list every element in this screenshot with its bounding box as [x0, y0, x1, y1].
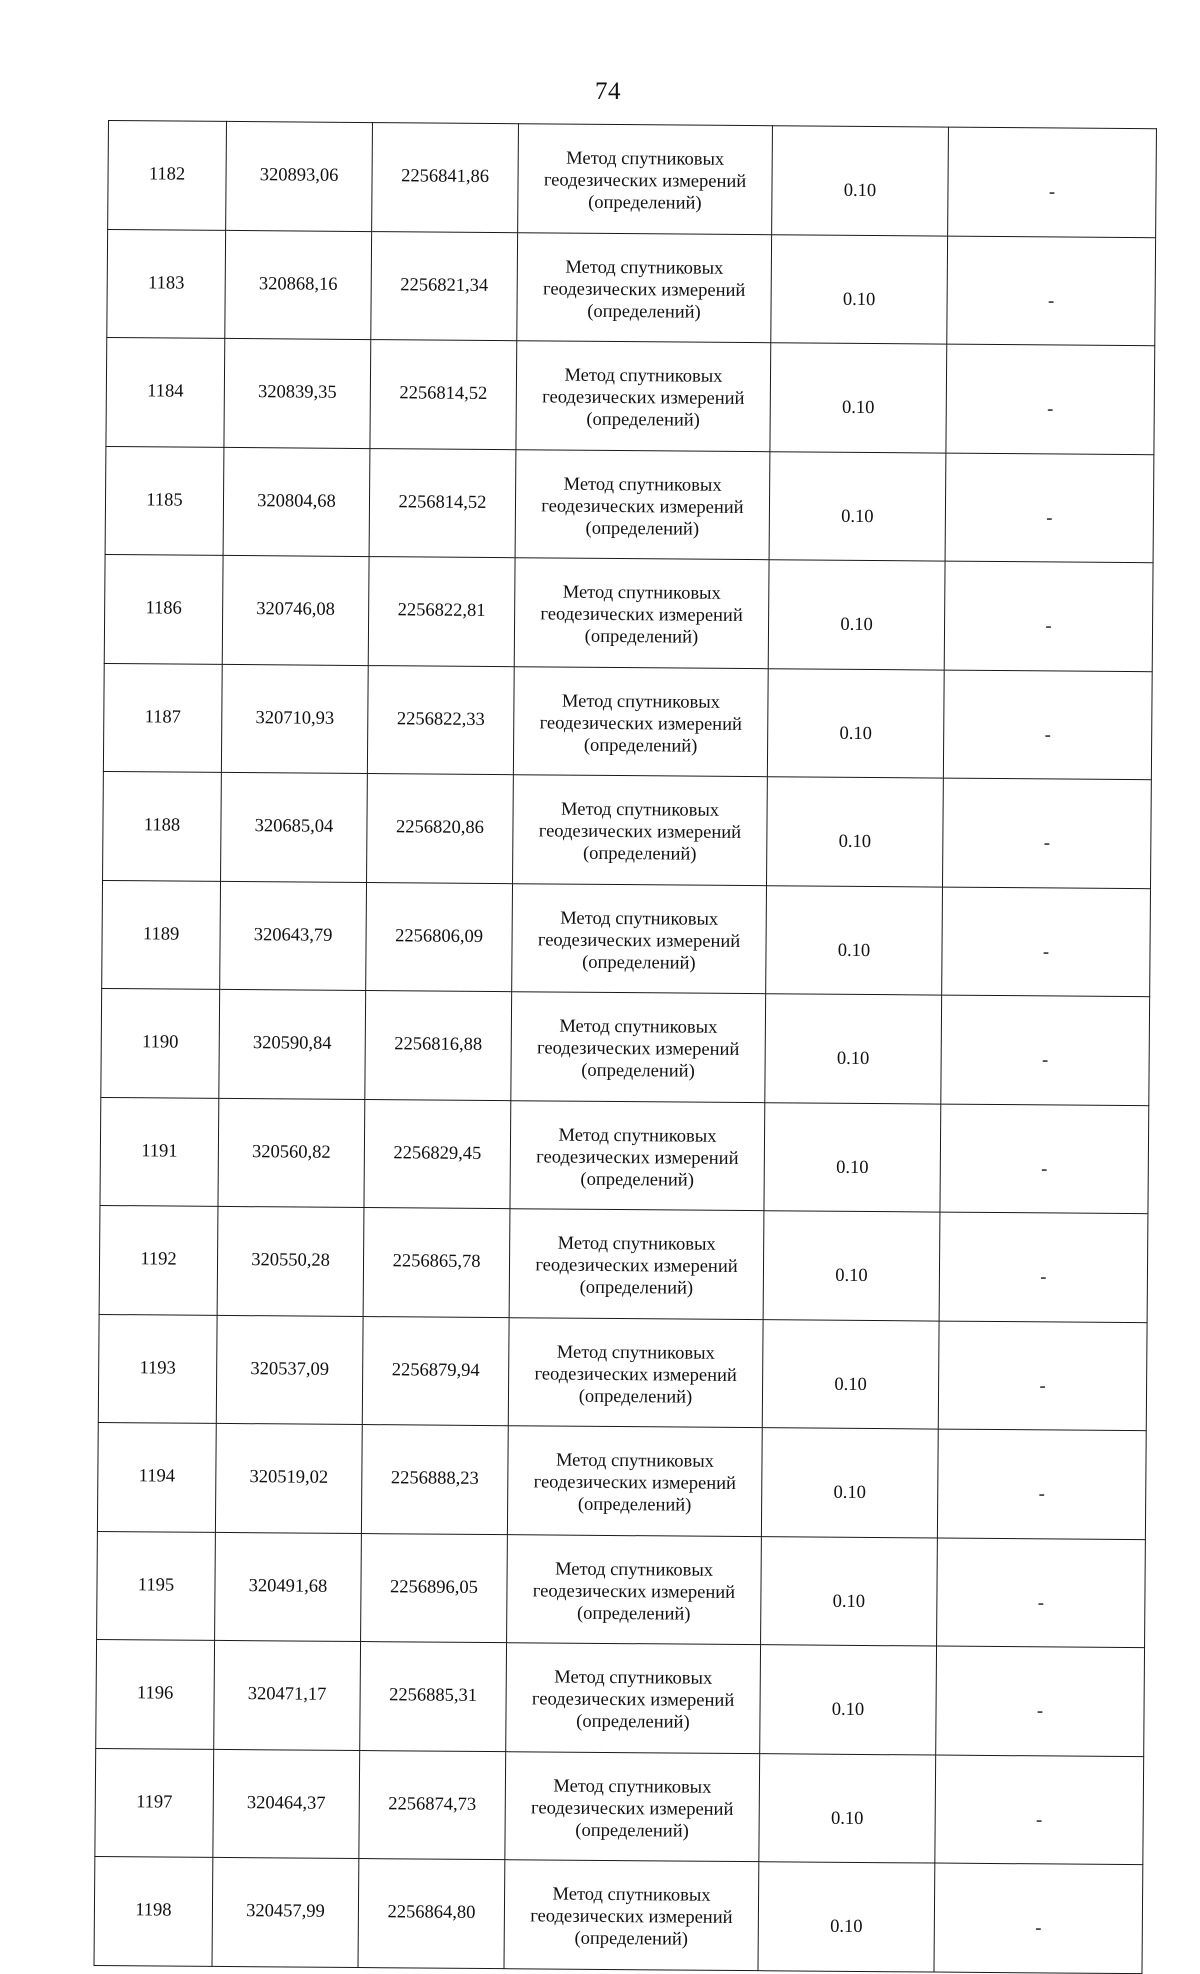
- y-coordinate-cell: 2256822,81: [368, 557, 515, 667]
- table-row: [103, 771, 1152, 888]
- table-row: [98, 1314, 1147, 1431]
- note-cell: -: [945, 453, 1154, 563]
- table-row: [99, 1205, 1148, 1322]
- point-number-cell: 1184: [106, 337, 225, 446]
- method-line: геодезических измерений: [537, 930, 741, 952]
- table-row: [104, 554, 1153, 671]
- y-coordinate-cell: 2256874,73: [359, 1750, 506, 1860]
- accuracy-cell: 0.10: [764, 1102, 941, 1212]
- note-cell: -: [948, 127, 1157, 237]
- accuracy-cell: 0.10: [769, 451, 946, 561]
- y-coordinate-cell: 2256820,86: [367, 774, 514, 884]
- table-row: [102, 880, 1151, 997]
- accuracy-cell: 0.10: [766, 885, 943, 995]
- method-line: геодезических измерений: [542, 387, 745, 410]
- method-line: Метод спутниковых: [553, 1776, 712, 1798]
- page-number: 74: [595, 78, 621, 105]
- method-line: (определений): [581, 1060, 695, 1082]
- method-cell: [511, 992, 766, 1102]
- method-line: (определений): [576, 1711, 690, 1733]
- method-line: (определений): [586, 410, 700, 431]
- method-line: Метод спутниковых: [563, 474, 722, 496]
- table-row: [105, 446, 1154, 563]
- point-number-cell: 1191: [100, 1097, 219, 1206]
- method-line: (определений): [580, 1169, 695, 1191]
- method-line: Метод спутниковых: [557, 1233, 716, 1256]
- accuracy-cell: 0.10: [767, 668, 944, 778]
- note-cell: -: [947, 236, 1156, 346]
- note-cell: -: [946, 344, 1155, 454]
- point-number-cell: 1187: [103, 663, 222, 772]
- method-line: геодезических измерений: [536, 1038, 740, 1061]
- note-cell: -: [941, 995, 1150, 1105]
- point-number-cell: 1196: [96, 1639, 215, 1748]
- method-cell: [514, 558, 769, 668]
- point-number-cell: 1182: [108, 121, 227, 230]
- note-cell: -: [943, 778, 1152, 888]
- point-number-cell: 1190: [101, 988, 220, 1097]
- y-coordinate-cell: 2256864,80: [358, 1859, 505, 1969]
- table-row: [107, 229, 1156, 346]
- accuracy-cell: 0.10: [767, 777, 944, 887]
- point-number-cell: 1194: [97, 1422, 216, 1531]
- x-coordinate-cell: 320868,16: [225, 230, 372, 340]
- coordinates-table-container: [94, 120, 1156, 1974]
- point-number-cell: 1197: [95, 1748, 214, 1857]
- y-coordinate-cell: 2256829,45: [364, 1099, 511, 1209]
- table-row: [95, 1748, 1144, 1865]
- method-line: геодезических измерений: [532, 1581, 736, 1603]
- point-number-cell: 1192: [99, 1205, 218, 1314]
- method-line: Метод спутниковых: [562, 582, 721, 605]
- method-cell: [507, 1426, 762, 1536]
- accuracy-cell: 0.10: [761, 1536, 938, 1646]
- method-line: Метод спутниковых: [559, 1016, 718, 1039]
- method-line: геодезических измерений: [540, 604, 743, 627]
- note-cell: -: [940, 1104, 1149, 1214]
- x-coordinate-cell: 320560,82: [218, 1098, 365, 1208]
- y-coordinate-cell: 2256816,88: [365, 991, 512, 1101]
- method-line: геодезических измерений: [531, 1689, 735, 1712]
- method-line: (определений): [576, 1603, 691, 1625]
- x-coordinate-cell: 320471,17: [214, 1640, 361, 1750]
- note-cell: -: [935, 1755, 1144, 1865]
- note-cell: -: [944, 561, 1153, 671]
- method-line: Метод спутниковых: [566, 148, 725, 171]
- point-number-cell: 1193: [98, 1314, 217, 1423]
- x-coordinate-cell: 320839,35: [224, 338, 371, 448]
- method-line: (определений): [588, 193, 702, 214]
- x-coordinate-cell: 320893,06: [226, 121, 373, 231]
- x-coordinate-cell: 320491,68: [215, 1532, 362, 1642]
- note-cell: -: [938, 1321, 1147, 1431]
- method-cell: [506, 1643, 761, 1753]
- y-coordinate-cell: 2256888,23: [361, 1425, 508, 1535]
- table-row: [97, 1422, 1146, 1539]
- method-line: Метод спутниковых: [560, 908, 719, 930]
- y-coordinate-cell: 2256879,94: [362, 1316, 509, 1426]
- method-line: Метод спутниковых: [556, 1342, 715, 1364]
- method-cell: [507, 1534, 762, 1644]
- method-cell: [513, 666, 768, 776]
- method-line: (определений): [577, 1494, 692, 1516]
- method-line: геодезических измерений: [538, 821, 742, 844]
- method-line: Метод спутниковых: [561, 691, 721, 713]
- point-number-cell: 1189: [102, 880, 221, 989]
- method-cell: [516, 341, 771, 451]
- point-number-cell: 1183: [107, 229, 226, 338]
- table-row: [101, 988, 1150, 1105]
- method-line: Метод спутниковых: [564, 365, 723, 388]
- y-coordinate-cell: 2256806,09: [366, 882, 513, 992]
- point-number-cell: 1198: [94, 1856, 213, 1965]
- method-line: геодезических измерений: [541, 496, 744, 518]
- x-coordinate-cell: 320457,99: [212, 1857, 359, 1967]
- method-line: (определений): [585, 518, 700, 540]
- method-line: геодезических измерений: [530, 1906, 733, 1929]
- method-line: (определений): [579, 1277, 694, 1299]
- point-number-cell: 1195: [97, 1531, 216, 1640]
- table-row: [108, 121, 1157, 238]
- table-row: [97, 1531, 1146, 1648]
- note-cell: -: [937, 1429, 1146, 1539]
- x-coordinate-cell: 320710,93: [221, 664, 368, 774]
- method-line: Метод спутниковых: [552, 1884, 711, 1907]
- table-row: [100, 1097, 1149, 1214]
- accuracy-cell: 0.10: [772, 126, 949, 236]
- method-line: геодезических измерений: [535, 1255, 738, 1278]
- x-coordinate-cell: 320643,79: [220, 881, 367, 991]
- x-coordinate-cell: 320746,08: [222, 555, 369, 665]
- y-coordinate-cell: 2256841,86: [372, 123, 519, 233]
- y-coordinate-cell: 2256865,78: [363, 1208, 510, 1318]
- table-row: [106, 337, 1155, 454]
- table-row: [96, 1639, 1145, 1756]
- y-coordinate-cell: 2256814,52: [370, 340, 517, 450]
- accuracy-cell: 0.10: [761, 1428, 938, 1538]
- note-cell: -: [936, 1646, 1145, 1756]
- method-line: Метод спутниковых: [555, 1559, 714, 1581]
- method-line: геодезических измерений: [534, 1364, 737, 1386]
- method-line: (определений): [582, 952, 696, 974]
- note-cell: -: [937, 1538, 1146, 1648]
- method-cell: [515, 449, 770, 559]
- method-line: геодезических измерений: [536, 1147, 739, 1169]
- note-cell: -: [942, 887, 1151, 997]
- y-coordinate-cell: 2256885,31: [360, 1642, 507, 1752]
- y-coordinate-cell: 2256821,34: [371, 231, 518, 341]
- accuracy-cell: 0.10: [762, 1319, 939, 1429]
- method-cell: [505, 1751, 760, 1861]
- accuracy-cell: 0.10: [770, 343, 947, 453]
- method-line: Метод спутниковых: [565, 257, 724, 279]
- method-line: (определений): [574, 1928, 689, 1950]
- x-coordinate-cell: 320550,28: [217, 1206, 364, 1316]
- table-row: [103, 663, 1152, 780]
- method-line: (определений): [583, 735, 698, 757]
- method-line: (определений): [584, 627, 699, 648]
- method-cell: [509, 1209, 764, 1319]
- method-cell: [508, 1317, 763, 1427]
- method-line: геодезических измерений: [531, 1798, 734, 1820]
- point-number-cell: 1188: [103, 771, 222, 880]
- method-line: Метод спутниковых: [554, 1667, 713, 1690]
- method-line: (определений): [587, 301, 701, 323]
- method-line: Метод спутниковых: [555, 1450, 715, 1473]
- method-line: геодезических измерений: [533, 1472, 737, 1495]
- method-line: Метод спутниковых: [558, 1125, 717, 1147]
- table-body: [94, 121, 1156, 1974]
- x-coordinate-cell: 320590,84: [219, 989, 366, 1099]
- x-coordinate-cell: 320537,09: [216, 1315, 363, 1425]
- y-coordinate-cell: 2256896,05: [361, 1533, 508, 1643]
- method-line: геодезических измерений: [542, 279, 746, 301]
- method-line: геодезических измерений: [543, 170, 747, 193]
- accuracy-cell: 0.10: [758, 1862, 935, 1972]
- method-line: геодезических измерений: [539, 713, 743, 735]
- method-cell: [504, 1860, 759, 1970]
- y-coordinate-cell: 2256822,33: [367, 665, 514, 775]
- method-cell: [510, 1100, 765, 1210]
- x-coordinate-cell: 320685,04: [221, 772, 368, 882]
- x-coordinate-cell: 320464,37: [213, 1749, 360, 1859]
- accuracy-cell: 0.10: [771, 234, 948, 344]
- method-cell: [517, 232, 772, 342]
- note-cell: -: [934, 1863, 1143, 1973]
- method-line: (определений): [578, 1386, 693, 1408]
- accuracy-cell: 0.10: [763, 1211, 940, 1321]
- accuracy-cell: 0.10: [760, 1645, 937, 1755]
- y-coordinate-cell: 2256814,52: [369, 448, 516, 558]
- coordinates-table: [94, 120, 1157, 1974]
- table-row: [94, 1856, 1143, 1973]
- accuracy-cell: 0.10: [765, 994, 942, 1104]
- note-cell: -: [943, 670, 1152, 780]
- x-coordinate-cell: 320804,68: [223, 447, 370, 557]
- method-cell: [512, 883, 767, 993]
- method-line: Метод спутниковых: [561, 799, 720, 822]
- point-number-cell: 1185: [105, 446, 224, 555]
- accuracy-cell: 0.10: [759, 1753, 936, 1863]
- accuracy-cell: 0.10: [768, 560, 945, 670]
- note-cell: -: [939, 1212, 1148, 1322]
- method-cell: [513, 775, 768, 885]
- method-cell: [518, 124, 773, 234]
- method-line: (определений): [575, 1820, 689, 1842]
- method-line: (определений): [582, 844, 697, 865]
- x-coordinate-cell: 320519,02: [215, 1423, 362, 1533]
- point-number-cell: 1186: [104, 554, 223, 663]
